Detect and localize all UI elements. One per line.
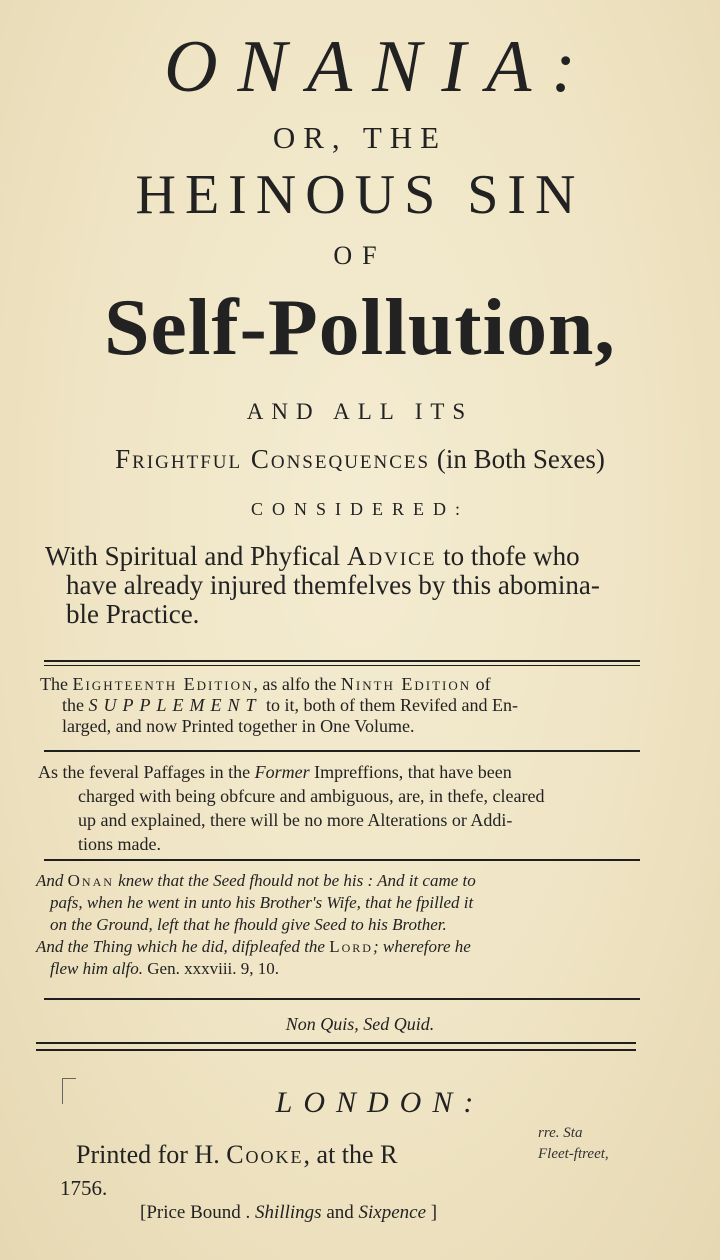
advice-l1b: Advice	[346, 541, 437, 571]
imprint-printed-c: , at the R	[303, 1140, 398, 1169]
edition-l2a: the	[62, 695, 89, 715]
price-line	[140, 1200, 437, 1226]
divider-rule	[36, 1042, 636, 1044]
verse-line-1	[36, 870, 476, 892]
verse-lord: Lord	[329, 937, 373, 956]
motto: Non Quis, Sed Quid.	[285, 1014, 435, 1034]
imprint-city: LONDON:	[275, 1086, 485, 1119]
passages-line-2: charged with being obfcure and ambiguous, are, in thefe, cleared	[78, 786, 545, 806]
verse-l4a: And the Thing which he did, difpleafed the	[36, 937, 330, 956]
divider-rule	[44, 859, 640, 861]
advice-line-2: have already injured themfelves by this abomina-	[66, 570, 600, 600]
verse-line-2: pafs, when he went in unto his Brother's Wife, that he fpilled it	[50, 893, 474, 912]
divider-rule	[44, 750, 640, 752]
advice-l1a: With Spiritual and Phyfical	[45, 541, 347, 571]
price-e: ]	[426, 1202, 438, 1223]
both-sexes-text: (in Both Sexes)	[430, 444, 605, 474]
verse-l1c: knew that the Seed fhould not be his : And it came to	[113, 871, 476, 890]
considered-line: CONSIDERED:	[250, 499, 469, 519]
verse-onan: Onan	[67, 871, 114, 890]
edition-line-3: larged, and now Printed together in One Volume.	[62, 716, 415, 736]
price-c: and	[321, 1202, 359, 1223]
advice-line-3: ble Practice.	[66, 599, 200, 629]
divider-rule	[44, 660, 640, 662]
edition-l1d: Ninth Edition	[340, 674, 472, 694]
divider-rule	[44, 665, 640, 666]
passages-former: Former	[254, 762, 310, 782]
subtitle-heinous-sin: HEINOUS SIN	[135, 164, 585, 226]
passages-l1c: Impreffions, that have been	[309, 762, 512, 782]
passages-line-4: tions made.	[78, 834, 161, 854]
passages-l1a: As the feveral Paffages in the	[38, 762, 255, 782]
price-shillings: Shillings	[255, 1202, 322, 1223]
verse-line-4	[36, 936, 476, 958]
imprint-fragment	[538, 1125, 609, 1163]
edition-line-1	[40, 674, 518, 695]
advice-line-1	[45, 542, 600, 571]
advice-l1c: to thofe who	[436, 541, 580, 571]
verse-l4c: ; wherefore he	[372, 937, 471, 956]
price-a: [Price Bound .	[140, 1202, 256, 1223]
book-title: ONANIA:	[164, 26, 596, 108]
verse-line-5	[36, 958, 476, 980]
subtitle-and-all-its: AND ALL ITS	[246, 399, 474, 424]
divider-rule	[36, 1049, 636, 1051]
divider-rule	[44, 998, 640, 1000]
subtitle-or-the: OR, THE	[272, 120, 448, 155]
edition-l1a: The	[40, 674, 73, 694]
passages-paragraph	[38, 760, 544, 856]
edition-l1b: Eighteenth Edition	[72, 674, 254, 694]
imprint-printed-a: Printed for H.	[76, 1140, 227, 1169]
advice-paragraph	[45, 542, 600, 629]
verse-citation: Gen. xxxviii. 9, 10.	[143, 959, 280, 978]
scripture-quote	[36, 870, 476, 980]
verse-l5a: flew him alfo.	[50, 959, 144, 978]
edition-supplement: SUPPLEMENT	[88, 695, 262, 715]
printer-mark	[62, 1078, 76, 1079]
frightful-consequences-text: Frightful Consequences	[115, 444, 431, 474]
imprint-fleet-street: Fleet-ftreet,	[538, 1146, 609, 1162]
imprint-fragment-1: rre. Sta	[538, 1125, 583, 1141]
edition-l1e: of	[471, 674, 491, 694]
passages-line-1	[38, 760, 544, 784]
edition-paragraph	[40, 674, 518, 737]
frightful-consequences-line	[0, 441, 720, 477]
verse-l1a: And	[36, 871, 68, 890]
edition-l2c: to it, both of them Revifed and En-	[261, 695, 518, 715]
price-sixpence: Sixpence	[358, 1202, 427, 1223]
subtitle-of: OF	[333, 241, 387, 270]
passages-line-3: up and explained, there will be no more Alterations or Addi-	[78, 810, 513, 830]
imprint-year: 1756.	[60, 1176, 108, 1200]
verse-line-3: on the Ground, left that he fhould give Seed to his Brother.	[50, 915, 447, 934]
edition-l1c: , as alfo the	[253, 674, 341, 694]
edition-line-2	[40, 695, 518, 716]
imprint-cooke: Cooke	[226, 1140, 304, 1169]
imprint-printed-for	[76, 1138, 397, 1172]
blackletter-heading: Self-Pollution,	[104, 284, 616, 372]
